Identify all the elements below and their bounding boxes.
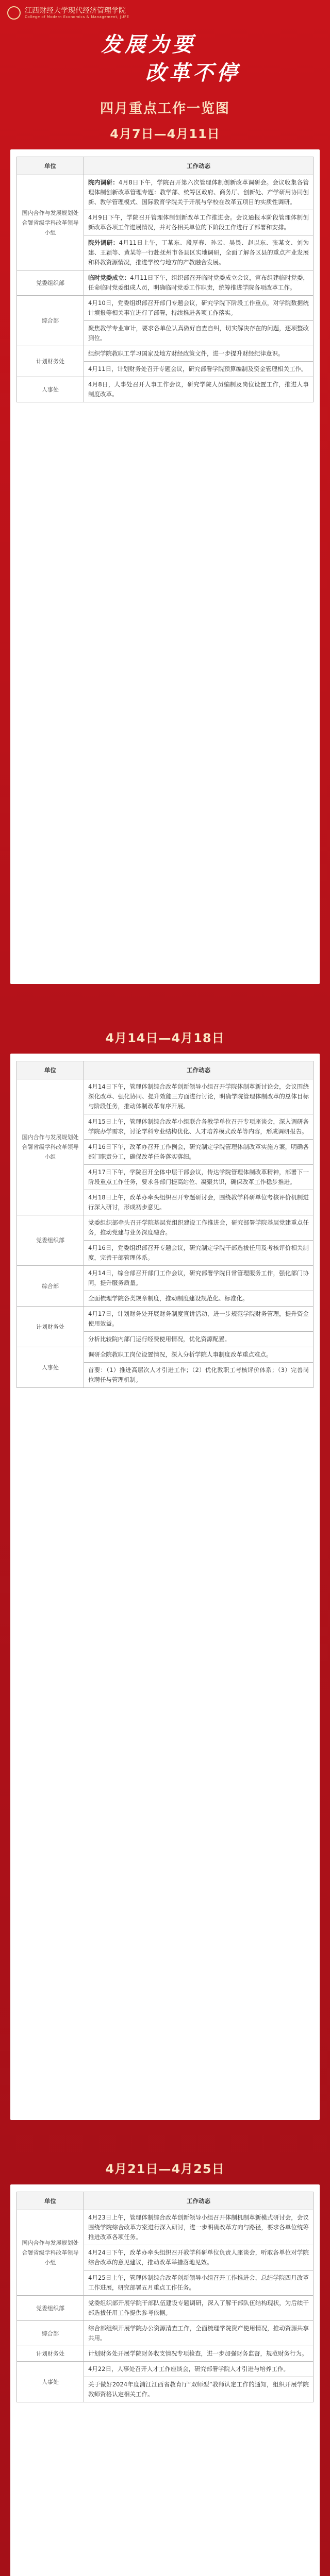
- work-item: 调研全院教职工岗位设置情况，深入分析学院人事制度改革重点难点。: [84, 1347, 314, 1363]
- work-item: 4月9日下午，学院召开管理体制创新改革工作推进会。会议通报本阶段管理体制创新改革各项工作进展情况，并对各相关单位的下阶段工作进行了部署和安排。: [84, 210, 314, 235]
- work-item: 4月17日下午，学院召开全体中层干部会议，传达学院管理体制改革精神，部署下一阶段重点工作任务，要求各部门提高站位、凝聚共识，确保改革工作稳步推进。: [84, 1165, 314, 1190]
- header-work: 工作动态: [84, 157, 314, 175]
- week-card: [10, 149, 320, 984]
- slogan-line-1: 发展为要: [101, 32, 196, 57]
- header-unit: 单位: [17, 2192, 84, 2210]
- unit-cell: 计划财务处: [17, 2346, 84, 2362]
- work-item: 组织学院教职工学习国家及地方财经政策文件，进一步提升财经纪律意识。: [84, 346, 314, 362]
- work-table: [16, 2192, 314, 2402]
- table-row: [17, 1307, 314, 1332]
- table-row: [17, 1215, 314, 1241]
- unit-cell: 综合部: [17, 1266, 84, 1307]
- unit-cell: 国内合作与发展规划处合署省级学科改革领导小组: [17, 1079, 84, 1215]
- table-row: [17, 270, 314, 296]
- work-item: 党委组织部牵头召开学院基层党组织建设工作推进会，研究部署学院基层党建重点任务，推动党建与业务深度融合。: [84, 1215, 314, 1241]
- week-card: [10, 2184, 320, 2576]
- unit-cell: 党委组织部: [17, 2296, 84, 2321]
- unit-cell: 党委组织部: [17, 270, 84, 296]
- table-row: [17, 2321, 314, 2346]
- work-item: 关于做好2024年度浦江江西省教育厅“双师型”教师认定工作的通知，组织开展学院教师资格认定相关工作。: [84, 2377, 314, 2402]
- table-row: [17, 2210, 314, 2245]
- unit-cell: 计划财务处: [17, 1307, 84, 1347]
- work-table: [16, 157, 314, 402]
- work-item: 4月15日上午，管理体制综合改革小组联合各教学单位召开专项座谈会，深入调研各学院办学需求，讨论学科专业结构优化、人才培养模式改革等内容，形成调研报告。: [84, 1114, 314, 1140]
- work-item: 4月22日，人事处召开人才工作座谈会，研究部署学院人才引进与培养工作。: [84, 2362, 314, 2377]
- work-item: 4月18日上午，改革办牵头组织召开专题研讨会，围绕教学科研单位考核评价机制进行深入研讨，形成初步意见。: [84, 1190, 314, 1215]
- table-row: [17, 175, 314, 210]
- unit-cell: 人事处: [17, 2362, 84, 2402]
- work-item: 首要：（1）推进高层次人才引进工作；（2）优化教职工考核评价体系；（3）完善岗位聘任与管理机制。: [84, 1363, 314, 1388]
- week-card: [10, 1054, 320, 2120]
- school-logo: [7, 6, 129, 20]
- table-row: [17, 1079, 314, 1114]
- work-item: 全面梳理学院各类规章制度，推动制度建设规范化、标准化。: [84, 1291, 314, 1307]
- table-row: [17, 296, 314, 321]
- work-table: [16, 1061, 314, 1388]
- work-item: 分析比较院内部门运行经费使用情况，优化资源配置。: [84, 1332, 314, 1347]
- header-banner: [0, 0, 330, 88]
- work-item: 临时党委成立：4月11日下午，组织部召开临时党委成立会议，宣布组建临时党委，任命临时党委组成人员，明确临时党委工作职责，统筹推进学院各项改革工作。: [84, 270, 314, 296]
- work-item: 4月25日上午，管理体制综合改革创新领导小组召开工作推进会，总结学院四月改革工作进展，研究部署五月重点工作任务。: [84, 2270, 314, 2296]
- table-row: [17, 2362, 314, 2377]
- table-row: [17, 2296, 314, 2321]
- work-item: 综合部组织开展学院办公资源清查工作，全面梳理学院资产使用情况，推动资源共享共用。: [84, 2321, 314, 2346]
- unit-cell: 综合部: [17, 296, 84, 346]
- work-item: 聚焦教学专业审计，要求各单位认真做好自查自纠，切实解决存在的问题，逐项整改到位。: [84, 321, 314, 346]
- week-title: 4月21日—4月25日: [105, 2162, 225, 2176]
- header-work: 工作动态: [84, 1061, 314, 1079]
- unit-cell: 国内合作与发展规划处合署省级学科改革领导小组: [17, 2210, 84, 2296]
- table-row: [17, 2346, 314, 2362]
- work-item: 4月16日，党委组织部召开专题会议，研究制定学院干部选拔任用及考核评价相关制度，完善干部管理体系。: [84, 1241, 314, 1266]
- table-row: [17, 1266, 314, 1291]
- table-row: [17, 346, 314, 362]
- work-item: 党委组织部开展学院干部队伍建设专题调研，深入了解干部队伍结构现状，为后续干部选拔任用工作提供参考依据。: [84, 2296, 314, 2321]
- week-title: 4月7日—4月11日: [110, 127, 220, 141]
- work-item: 院内调研：4月8日下午，学院召开第六次管理体制创新改革调研会。会议收集各管理体制创新改革管理专题：教学部、统筹区政府、商务厅、创新处、产学研用协同创新、教学管理模式、国际教育学院关于开展与学校在改革五项目的实质性调研。: [84, 175, 314, 210]
- work-item: 4月16日下午，改革办召开工作例会，研究制定学院管理体制改革实施方案，明确各部门职责分工，确保改革任务落实落细。: [84, 1140, 314, 1165]
- work-item: 4月14日下午，管理体制综合改革创新领导小组召开学院体制革新讨论会，会议围绕深化改革、强化协同、提升效能三方面进行讨论，明确学院管理体制改革的总体目标与阶段任务，推动体制改革有序开展。: [84, 1079, 314, 1114]
- school-seal-icon: [7, 6, 21, 20]
- table-row: [17, 377, 314, 402]
- work-item: 4月11日，计划财务处召开专题会议，研究部署学院预算编制及资金管理相关工作。: [84, 362, 314, 377]
- work-item: 4月24日下午，改革办牵头组织召开教学科研单位负责人座谈会，听取各单位对学院综合改革的意见建议，推动改革举措落地见效。: [84, 2245, 314, 2270]
- unit-cell: 国内合作与发展规划处合署省级学科改革领导小组: [17, 175, 84, 270]
- work-item: 院外调研：4月11日上午，丁某东、段厚春、孙云、吴畏、赵以东、张某文、刘为建、王颖等、黄某等一行赴抚州市各县区实地调研，全面了解各区县的重点产业发展和科教资源情况，推进学校与地方的产教融合发展。: [84, 235, 314, 270]
- slogan-line-2: 改革不停: [145, 61, 240, 85]
- school-name-cn: 江西财经大学现代经济管理学院: [25, 7, 126, 15]
- work-item: 计划财务处开展学院财务收支情况专项检查，进一步加强财务监督，规范财务行为。: [84, 2346, 314, 2362]
- header-work: 工作动态: [84, 2192, 314, 2210]
- school-name-en: College of Modern Economics & Management, JUFE: [25, 15, 129, 19]
- work-item: 4月17日，计划财务处开展财务制度宣讲活动，进一步规范学院财务管理，提升资金使用效益。: [84, 1307, 314, 1332]
- unit-cell: 综合部: [17, 2321, 84, 2346]
- unit-cell: 计划财务处: [17, 346, 84, 377]
- page-title: 四月重点工作一览图: [100, 101, 230, 116]
- unit-cell: 党委组织部: [17, 1215, 84, 1266]
- unit-cell: 人事处: [17, 1347, 84, 1388]
- work-item: 4月23日上午，管理体制综合改革创新领导小组召开体制机制革新模式研讨会，会议围绕学院综合改革方案进行深入研讨，进一步明确改革方向与路径，要求各单位统筹推进改革各项任务。: [84, 2210, 314, 2245]
- work-item: 4月14日，综合部召开部门工作会议，研究部署学院日常管理服务工作，强化部门协同，提升服务质量。: [84, 1266, 314, 1291]
- unit-cell: 人事处: [17, 377, 84, 402]
- header-unit: 单位: [17, 1061, 84, 1079]
- work-item: 4月10日，党委组织部召开部门专题会议，研究学院下阶段工作重点，对学院数据统计填报等相关事宜进行了部署，持续推进各项工作落实。: [84, 296, 314, 321]
- week-title: 4月14日—4月18日: [105, 1031, 225, 1045]
- work-item: 4月8日，人事处召开人事工作会议，研究学院人员编制及岗位设置工作，推进人事制度改革。: [84, 377, 314, 402]
- table-row: [17, 1347, 314, 1363]
- header-unit: 单位: [17, 157, 84, 175]
